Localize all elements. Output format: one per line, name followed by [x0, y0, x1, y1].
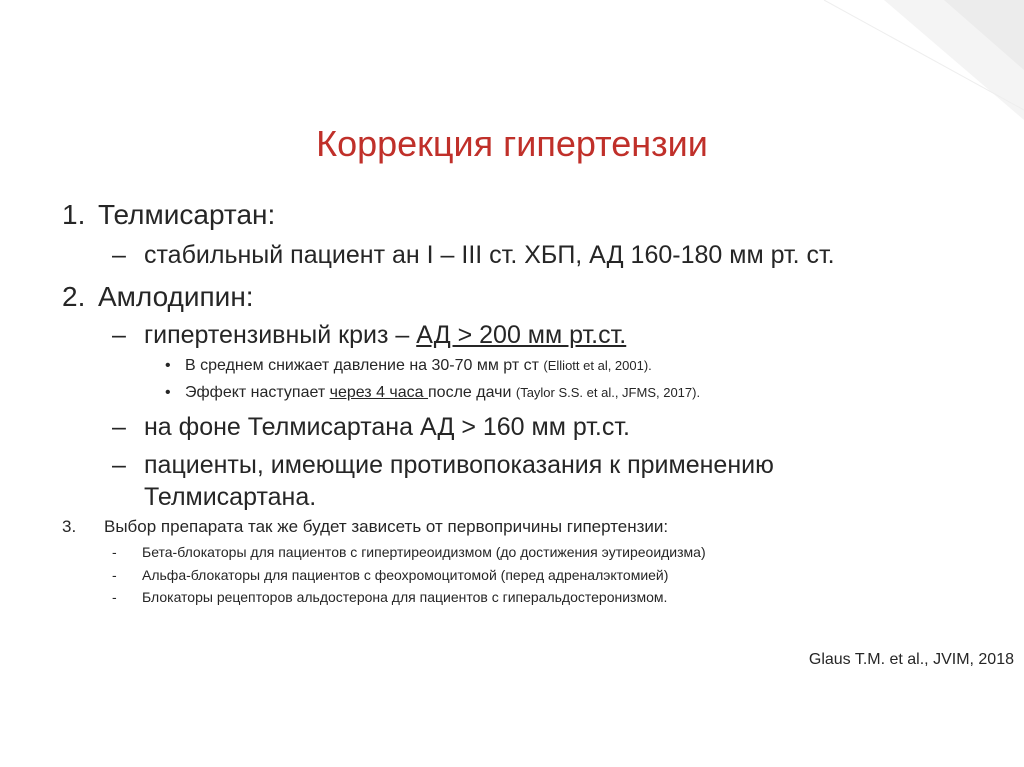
text-underlined: через 4 часа	[329, 384, 429, 401]
text-plain: после дачи	[428, 384, 516, 401]
sub-item-text-line2: Телмисартана.	[144, 483, 317, 511]
item-text: Амлодипин:	[98, 281, 254, 312]
sub-item-text: Блокаторы рецепторов альдостерона для пациентов с гиперальдостеронизмом.	[142, 589, 668, 605]
dash-marker: –	[112, 241, 126, 269]
text-plain: В среднем снижает давление на 30-70 мм рт ст	[185, 357, 544, 374]
dash-marker: -	[112, 589, 117, 605]
item-text: Выбор препарата так же будет зависеть от первопричины гипертензии:	[104, 517, 669, 536]
citation: (Elliott et al, 2001).	[543, 358, 652, 373]
dash-marker: –	[112, 321, 126, 349]
slide-title: Коррекция гипертензии	[316, 123, 708, 164]
bullet-text	[185, 382, 700, 403]
text-plain: Эффект наступает	[185, 384, 330, 401]
dash-marker: –	[112, 413, 126, 441]
dash-marker: –	[112, 451, 126, 479]
corner-decoration	[764, 0, 1024, 120]
dash-marker: -	[112, 567, 117, 583]
reference-citation: Glaus T.M. et al., JVIM, 2018	[808, 651, 1014, 668]
text-plain: гипертензивный криз –	[144, 321, 417, 349]
item-number: 3.	[62, 517, 77, 536]
dash-marker: -	[112, 544, 117, 560]
bullet-text	[185, 355, 652, 376]
text-underlined: АД > 200 мм рт.ст.	[416, 321, 627, 349]
sub-item-text: на фоне Телмисартана АД > 160 мм рт.ст.	[144, 413, 630, 441]
sub-item-text	[144, 320, 626, 351]
sub-item-contraindications-cont	[144, 482, 316, 513]
sub-item-text: стабильный пациент ан I – III ст. ХБП, АД 160-180 мм рт. ст.	[144, 241, 835, 269]
bullet-marker: •	[165, 384, 171, 401]
sub-item-text-line1: пациенты, имеющие противопоказания к применению	[144, 451, 774, 479]
sub-item-text: Альфа-блокаторы для пациентов с феохромоцитомой (перед адреналэктомией)	[142, 567, 669, 583]
item-number: 2.	[62, 281, 86, 312]
item-number: 1.	[62, 199, 86, 230]
sub-item-text: Бета-блокаторы для пациентов с гипертиреоидизмом (до достижения эутиреоидизма)	[142, 544, 706, 560]
item-text: Телмисартан:	[98, 199, 276, 230]
citation: (Taylor S.S. et al., JFMS, 2017).	[515, 385, 701, 400]
bullet-marker: •	[165, 357, 171, 374]
